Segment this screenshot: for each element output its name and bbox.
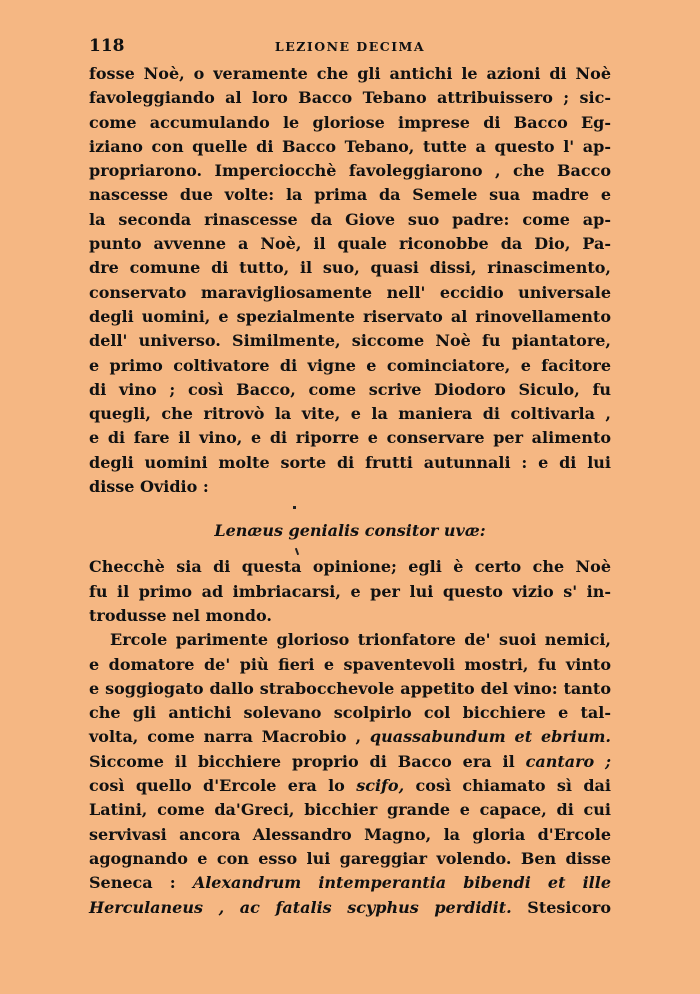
text-line: favoleggiando al loro Bacco Tebano attribuissero ; sic- <box>89 88 611 108</box>
text-line: quegli, che ritrovò la vite, e la maniera di coltivarla , <box>89 404 611 424</box>
italic-latin-phrase: quassabundum et ebrium. <box>369 727 611 747</box>
italic-term: scifo, <box>356 776 405 796</box>
text-line: fosse Noè, o veramente che gli antichi le azioni di Noè <box>89 64 611 83</box>
text-line: e domatore de' più fieri e spaventevoli mostri, fu vinto <box>89 654 611 674</box>
text-run: Stesicoro <box>527 897 611 917</box>
text-run: volta, come narra Macrobio , <box>89 727 362 747</box>
text-line: come accumulando le gloriose imprese di Bacco Eg- <box>89 112 611 132</box>
book-page <box>89 36 611 920</box>
text-line: che gli antichi solevano scolpirlo col bicchiere e tal- <box>89 703 611 723</box>
latin-quotation: Lenæus genialis consitor uvæ: <box>214 521 486 541</box>
text-line: la seconda rinascesse da Giove suo padre: come ap- <box>89 209 611 229</box>
text-line: iziano con quelle di Bacco Tebano, tutte a questo l' ap- <box>89 136 611 156</box>
text-line <box>89 750 611 774</box>
text-line: nascesse due volte: la prima da Semele sua madre e <box>89 185 611 205</box>
italic-latin-phrase: Herculaneus , ac fatalis scyphus perdidit. <box>89 897 512 917</box>
text-line: dell' universo. Similmente, siccome Noè fu piantatore, <box>89 331 611 351</box>
text-line: disse Ovidio : <box>89 477 209 497</box>
text-line: degli uomini, e spezialmente riservato al rinovellamento <box>89 306 611 326</box>
text-run: Seneca : <box>89 873 176 893</box>
running-head: LEZIONE DECIMA <box>274 39 426 54</box>
text-line: punto avvenne a Noè, il quale riconobbe da Dio, Pa- <box>89 234 611 254</box>
text-line: Checchè sia di questa opinione; egli è certo che Noè <box>89 557 611 577</box>
page-number: 118 <box>89 36 125 56</box>
text-line: Latini, come da'Greci, bicchier grande e capace, di cui <box>89 800 611 820</box>
text-line: dre comune di tutto, il suo, quasi dissi, rinascimento, <box>89 258 611 278</box>
paragraph-noe-bacco <box>89 62 611 499</box>
text-line: degli uomini molte sorte di frutti autunnali : e di lui <box>89 452 611 472</box>
text-line: agognando e con esso lui gareggiar volendo. Ben disse <box>89 848 611 868</box>
page-header <box>89 36 611 62</box>
text-line: propriarono. Imperciocchè favoleggiarono , che Bacco <box>89 161 611 181</box>
italic-latin-phrase: Alexandrum intemperantia bibendi et ille <box>192 873 612 893</box>
text-line <box>89 896 611 920</box>
paragraph-ercole <box>89 628 611 920</box>
text-line: e soggiogato dallo strabocchevole appetito del vino: tanto <box>89 678 611 698</box>
italic-term: cantaro ; <box>525 751 611 771</box>
text-run: Siccome il bicchiere proprio di Bacco era il <box>89 751 515 771</box>
paragraph-noe-imbriacarsi <box>89 555 611 628</box>
text-line: e primo coltivatore di vigne e cominciatore, e facitore <box>89 355 611 375</box>
text-line: trodusse nel mondo. <box>89 605 272 625</box>
text-run: così chiamato sì dai <box>415 776 611 796</box>
text-line: e di fare il vino, e di riporre e conservare per alimento <box>89 428 611 448</box>
print-speck <box>293 506 296 509</box>
text-line: fu il primo ad imbriacarsi, e per lui questo vizio s' in- <box>89 581 611 601</box>
text-line <box>89 774 611 798</box>
text-run: così quello d'Ercole era lo <box>89 776 345 796</box>
text-line: Ercole parimente glorioso trionfatore de' suoi nemici, <box>110 630 611 650</box>
text-line <box>89 871 611 895</box>
text-line <box>89 725 611 749</box>
text-line: di vino ; così Bacco, come scrive Diodoro Siculo, fu <box>89 379 611 399</box>
text-line: conservato maravigliosamente nell' eccidio universale <box>89 282 611 302</box>
text-line: servivasi ancora Alessandro Magno, la gloria d'Ercole <box>89 824 611 844</box>
